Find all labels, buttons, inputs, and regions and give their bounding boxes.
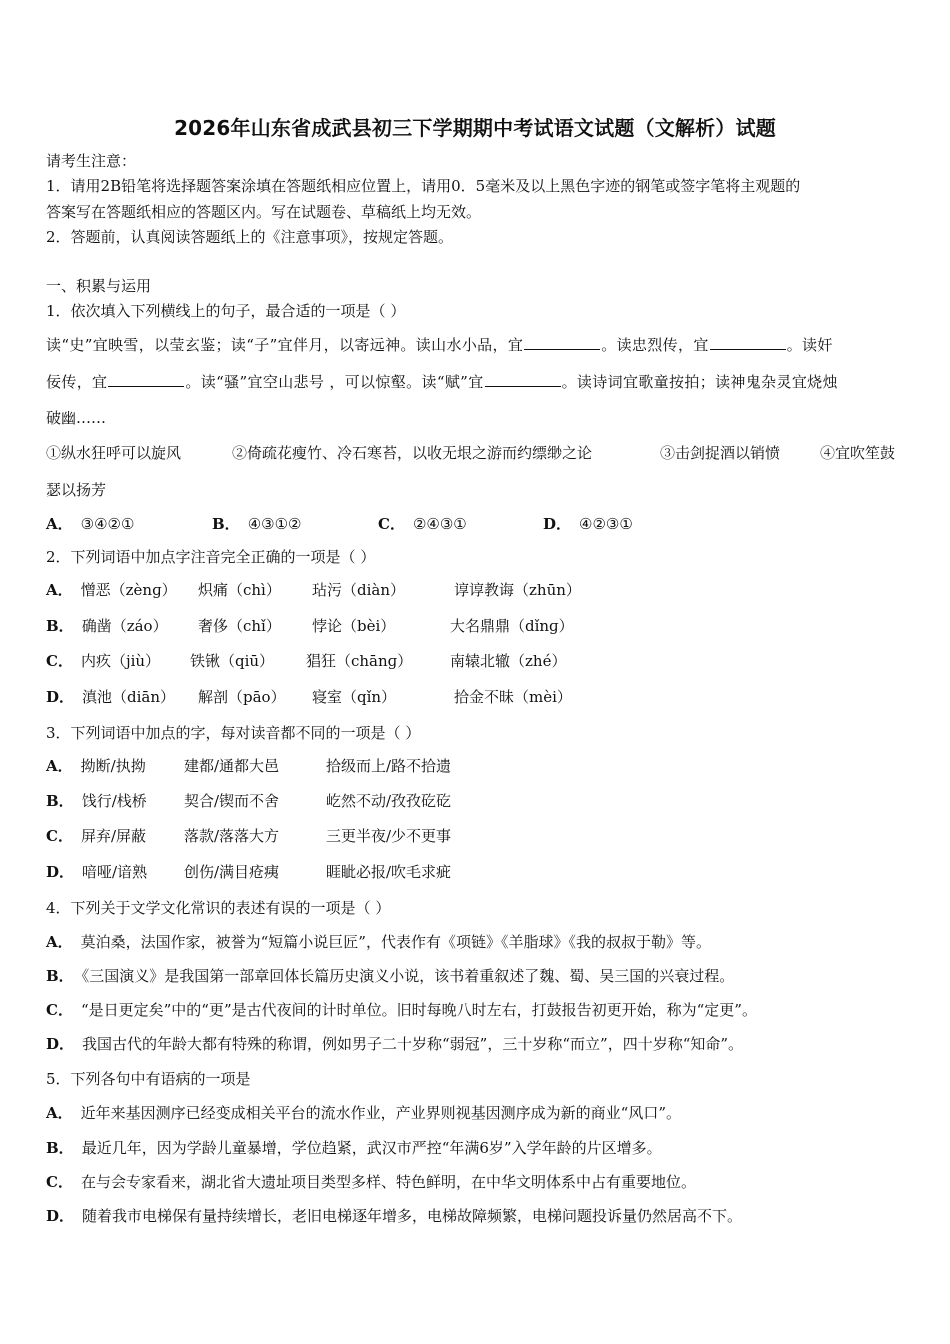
q2-option-d-item: 解剖（pāo） <box>198 688 286 706</box>
q2-option-b-item: 悖论（bèi） <box>312 617 396 635</box>
q3-option-c[interactable]: C． 屏弃/屏蔽 <box>46 827 147 845</box>
q2-option-b-item: 大名鼎鼎（dǐnɡ） <box>450 617 574 635</box>
q2-option-c-item: 南辕北辙（zhé） <box>450 652 567 670</box>
sentence-4-continued: 瑟以扬芳 <box>46 481 107 499</box>
q2-option-c-item: 猖狂（chānɡ） <box>306 652 413 670</box>
question-5-stem: 5．下列各句中有语病的一项是 <box>46 1070 251 1088</box>
q3-option-c-item: 落款/落落大方 <box>184 827 280 845</box>
passage-text: 。读“骚”宜空山悲号 ，可以惊壑。读“赋”宜 <box>185 373 484 391</box>
q2-option-a[interactable]: A． 憎恶（zènɡ） <box>46 581 177 599</box>
question-3-stem: 3．下列词语中加点的字，每对读音都不同的一项是（ ） <box>46 724 421 742</box>
q1-option-d[interactable]: D． ④②③① <box>543 515 633 533</box>
q3-option-d[interactable]: D． 喑哑/谙熟 <box>46 863 148 881</box>
q4-option-c[interactable]: C． “是日更定矣”中的“更”是古代夜间的计时单位。旧时每晚八时左右，打鼓报告初更开始，称为“定更”。 <box>46 1001 757 1019</box>
q3-option-a-item: 建都/通都大邑 <box>184 757 280 775</box>
q5-option-b[interactable]: B． 最近几年，因为学龄儿童暴增，学位趋紧，武汉市严控“年满6岁”入学年龄的片区增多。 <box>46 1139 662 1157</box>
passage-text: 。读忠烈传，宜 <box>601 336 709 354</box>
notice-heading: 请考生注意： <box>46 152 137 170</box>
q3-option-c-item: 三更半夜/少不更事 <box>326 827 452 845</box>
q4-option-a[interactable]: A． 莫泊桑，法国作家，被誉为“短篇小说巨匠”，代表作有《项链》《羊脂球》《我的叔叔于勒》等。 <box>46 933 711 951</box>
question-2-stem: 2．下列词语中加点字注音完全正确的一项是（ ） <box>46 548 376 566</box>
fill-blank[interactable] <box>524 335 600 350</box>
q2-option-a-item: 炽痛（chì） <box>198 581 281 599</box>
q2-option-c-item: 铁锹（qiū） <box>190 652 275 670</box>
sentence-1: ①纵水狂呼可以旋风 <box>46 444 182 462</box>
q3-option-d-item: 创伤/满目疮痍 <box>184 863 280 881</box>
q2-option-b[interactable]: B． 确凿（záo） <box>46 617 168 635</box>
question-1-passage-line-2 <box>46 372 838 392</box>
fill-blank[interactable] <box>485 372 561 387</box>
section-heading: 一、积累与运用 <box>46 277 152 295</box>
q5-option-c[interactable]: C． 在与会专家看来，湖北省大遗址项目类型多样、特色鲜明，在中华文明体系中占有重要地位。 <box>46 1173 696 1191</box>
passage-text: 读“史”宜映雪，以莹玄鉴；读“子”宜伴月，以寄远神。读山水小品，宜 <box>46 336 524 354</box>
q4-option-d[interactable]: D． 我国古代的年龄大都有特殊的称谓，例如男子二十岁称“弱冠”，三十岁称“而立”，四十岁称“知命”。 <box>46 1035 744 1053</box>
sentence-3: ③击剑捉酒以销愤 <box>660 444 781 462</box>
q2-option-b-item: 奢侈（chǐ） <box>198 617 281 635</box>
question-1-passage-line-1 <box>46 335 833 355</box>
q1-option-b[interactable]: B． ④③①② <box>212 515 302 533</box>
notice-item-1-line-2: 答案写在答题纸相应的答题区内。写在试题卷、草稿纸上均无效。 <box>46 203 482 221</box>
q2-option-d-item: 拾金不昧（mèi） <box>454 688 572 706</box>
page-title: 2026年山东省成武县初三下学期期中考试语文试题（文解析）试题 <box>174 116 776 140</box>
q3-option-b[interactable]: B． 饯行/栈桥 <box>46 792 147 810</box>
q4-option-b[interactable]: B． 《三国演义》是我国第一部章回体长篇历史演义小说，该书着重叙述了魏、蜀、吴三国的兴衰过程。 <box>46 967 735 985</box>
notice-item-1-line-1: 1．请用2B铅笔将选择题答案涂填在答题纸相应位置上，请用0．5毫米及以上黑色字迹的钢笔或签字笔将主观题的 <box>46 177 801 195</box>
q3-option-a[interactable]: A． 拗断/执拗 <box>46 757 146 775</box>
question-1-passage-line-3: 破幽…… <box>46 409 107 427</box>
q3-option-d-item: 睚眦必报/吹毛求疵 <box>326 863 452 881</box>
sentence-2: ②倚疏花瘦竹、冷石寒苔，以收无垠之游而约缥缈之论 <box>232 444 593 462</box>
question-4-stem: 4．下列关于文学文化常识的表述有误的一项是（ ） <box>46 899 391 917</box>
q1-option-a[interactable]: A． ③④②① <box>46 515 135 533</box>
q2-option-a-item: 玷污（diàn） <box>312 581 406 599</box>
fill-blank[interactable] <box>108 372 184 387</box>
fill-blank[interactable] <box>710 335 786 350</box>
q1-option-c[interactable]: C． ②④③① <box>378 515 467 533</box>
q3-option-b-item: 屹然不动/孜孜矻矻 <box>326 792 452 810</box>
q2-option-a-item: 谆谆教诲（zhūn） <box>454 581 581 599</box>
question-1-stem: 1．依次填入下列横线上的句子，最合适的一项是（ ） <box>46 302 406 320</box>
passage-text: 佞传，宜 <box>46 373 108 391</box>
passage-text: 。读奸 <box>786 336 833 354</box>
q2-option-c[interactable]: C． 内疚（jiù） <box>46 652 161 670</box>
q3-option-b-item: 契合/锲而不舍 <box>184 792 280 810</box>
sentence-4: ④宜吹笙鼓 <box>820 444 896 462</box>
passage-text: 。读诗词宜歌童按拍；读神鬼杂灵宜烧烛 <box>561 373 838 391</box>
q2-option-d-item: 寝室（qǐn） <box>312 688 397 706</box>
q3-option-a-item: 拾级而上/路不拾遗 <box>326 757 452 775</box>
q2-option-d[interactable]: D． 滇池（diān） <box>46 688 176 706</box>
q5-option-a[interactable]: A． 近年来基因测序已经变成相关平台的流水作业，产业界则视基因测序成为新的商业“风口”。 <box>46 1104 681 1122</box>
q5-option-d[interactable]: D． 随着我市电梯保有量持续增长，老旧电梯逐年增多，电梯故障频繁，电梯问题投诉量仍然居高不下。 <box>46 1207 743 1225</box>
notice-item-2: 2．答题前，认真阅读答题纸上的《注意事项》，按规定答题。 <box>46 228 454 246</box>
